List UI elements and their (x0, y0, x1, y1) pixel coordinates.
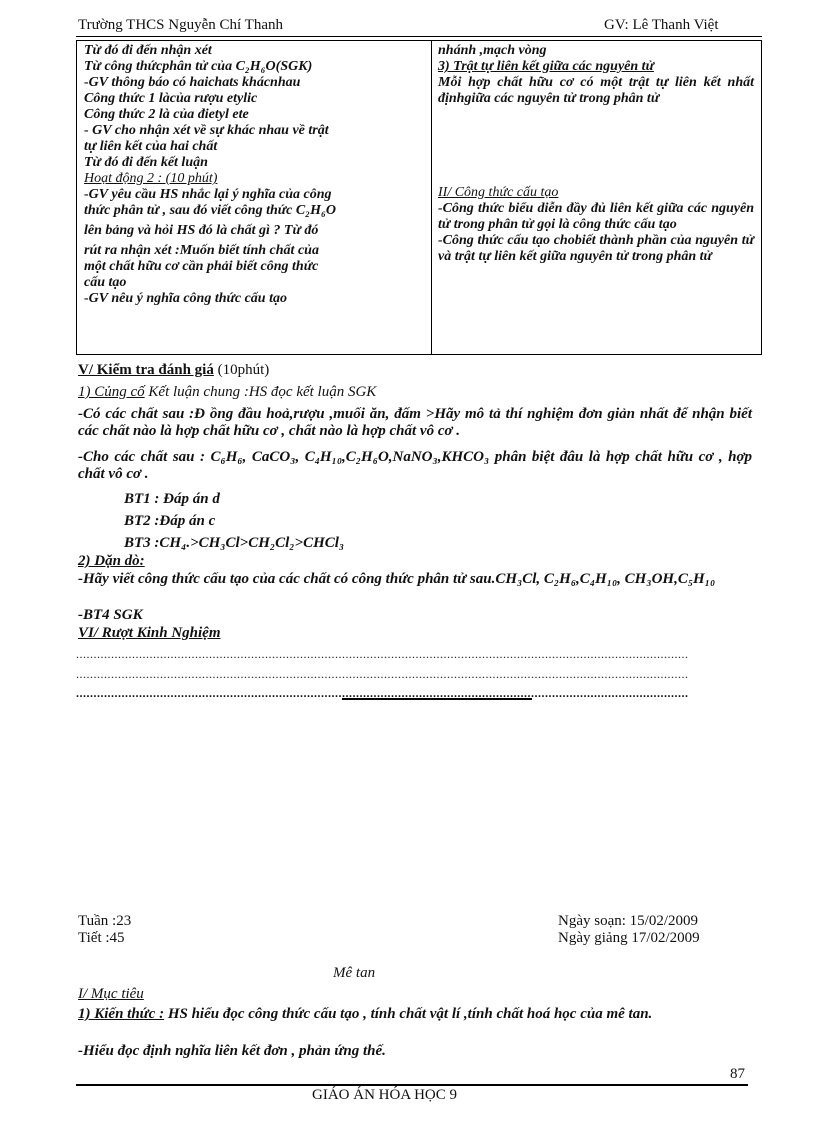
period-label: Tiết :45 (78, 930, 125, 946)
left-line: -GV nêu ý nghĩa công thức cấu tạo (84, 291, 287, 306)
dotted-line: ............................................................................................................................................................................... (76, 686, 689, 700)
section-5-heading (78, 362, 269, 379)
knowledge-label: 1) Kiến thức : (78, 1006, 165, 1022)
structural-formula-heading: II/ Công thức cấu tạo (438, 185, 559, 200)
left-line: rút ra nhận xét :Muốn biết tính chất của (84, 243, 319, 258)
consolidate-line (78, 384, 376, 401)
exercise-paragraph-2: -Cho các chất sau : C₆H₆, CaCO₃, C₄H₁₀,C₂H₆O,NaNO₃,KHCO₃ phân biệt đâu là hợp chất hữu cơ , hợp chất vô cơ . (78, 449, 752, 482)
goals-heading: I/ Mục tiêu (78, 986, 144, 1002)
school-name: Trường THCS Nguyễn Chí Thanh (78, 17, 283, 33)
left-line: -GV yêu cầu HS nhắc lại ý nghĩa của công (84, 187, 332, 202)
left-line: Công thức 2 là của đietyl ete (84, 107, 249, 122)
right-paragraph: -Công thức biểu diễn đầy đủ liên kết giữa các nguyên tử trong phân tử gọi là công thức cấu tạo (438, 201, 754, 232)
bt1-answer: BT1 : Đáp án d (124, 491, 220, 507)
left-line: cấu tạo (84, 275, 127, 290)
left-line: Công thức 1 làcủa rượu etylic (84, 91, 258, 106)
right-line: nhánh ,mạch vòng (438, 43, 547, 58)
section-3-heading: 3) Trật tự liên kết giữa các nguyên tử (438, 59, 654, 74)
homework-bt4: -BT4 SGK (78, 607, 143, 623)
consolidate-label: 1) Củng cố (78, 384, 145, 400)
week-label: Tuần :23 (78, 913, 132, 929)
dotted-line: ............................................................................................................................................................................... (76, 667, 689, 681)
bt2-answer: BT2 :Đáp án c (124, 513, 216, 529)
page-number: 87 (730, 1066, 745, 1082)
left-line: Từ công thứcphân tử của C₂H₆O(SGK) (84, 59, 313, 74)
homework-paragraph: -Hãy viết công thức cấu tạo của các chất có công thức phân tử sau.CH₃Cl, C₂H₆,C₄H₁₀, CH₃OH,C₅H₁₀ (78, 571, 716, 587)
dotted-line: ............................................................................................................................................................................... (76, 647, 689, 661)
table-column-divider (431, 41, 432, 354)
footer-title: GIÁO ÁN HÓA HỌC 9 (312, 1087, 457, 1103)
footer-rule (76, 1084, 748, 1086)
left-line: -GV thông báo có haichats khácnhau (84, 75, 301, 90)
left-line: Từ đó đi đến kết luận (84, 155, 208, 170)
teacher-name: GV: Lê Thanh Việt (604, 17, 719, 33)
bt3-answer: BT3 :CH₄.>CH₃Cl>CH₂Cl₂>CHCl₃ (124, 535, 345, 551)
knowledge-line-2: -Hiểu đọc định nghĩa liên kết đơn , phản ứng thế. (78, 1043, 386, 1059)
left-line: một chất hữu cơ cần phải biết công thức (84, 259, 319, 274)
teach-date: Ngày giảng 17/02/2009 (558, 930, 700, 946)
separator-rule (342, 698, 532, 700)
table-right-column (438, 43, 754, 265)
right-paragraph: Mỗi hợp chất hữu cơ có một trật tự liên kết nhất địnhgiữa các nguyên tử trong phân tử (438, 75, 754, 106)
knowledge-paragraph (78, 1006, 752, 1023)
header-rule (76, 36, 762, 37)
homework-label: 2) Dặn dò: (78, 553, 145, 569)
knowledge-text: HS hiểu đọc công thức cấu tạo , tính chất vật lí ,tính chất hoá học của mê tan. (164, 1006, 653, 1022)
left-line: tự liên kết của hai chất (84, 139, 218, 154)
left-line: lên bảng và hỏi HS đó là chất gì ? Từ đó (84, 223, 319, 238)
table-left-column (84, 43, 424, 307)
left-line: Từ đó đi đến nhận xét (84, 43, 212, 58)
consolidate-text: Kết luận chung :HS đọc kết luận SGK (144, 384, 377, 400)
right-paragraph: -Công thức cấu tạo chobiết thành phần của nguyên tử và trật tự liên kết giữa nguyên tử trong phân tử (438, 233, 754, 264)
section-5-title: V/ Kiểm tra đánh giá (78, 362, 214, 378)
exercise-paragraph-1: -Có các chất sau :Đ ồng đầu hoả,rượu ,muối ăn, đấm >Hãy mô tả thí nghiệm đơn giản nhất để nhận biết các chất nào là hợp chất hữu cơ , chất nào là hợp chất vô cơ . (78, 406, 752, 439)
section-6-heading: VI/ Rượt Kinh Nghiệm (78, 625, 221, 641)
activity-table (76, 40, 762, 355)
lesson-title: Mê tan (333, 965, 376, 981)
prep-date: Ngày soạn: 15/02/2009 (558, 913, 698, 929)
left-line: - GV cho nhận xét về sự khác nhau về trật (84, 123, 329, 138)
left-line: thức phân tử , sau đó viết công thức C₂H₆O (84, 203, 336, 218)
activity-2-heading: Hoạt động 2 : (10 phút) (84, 171, 218, 186)
section-5-time: (10phút) (213, 362, 270, 378)
